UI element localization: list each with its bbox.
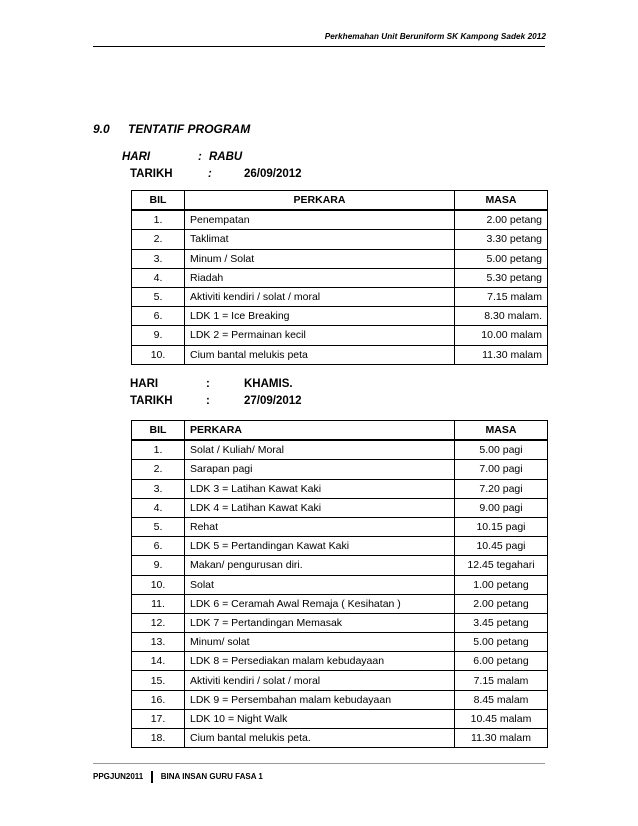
cell-perkara: Rehat (185, 518, 455, 537)
cell-bil: 11. (131, 595, 185, 614)
cell-perkara: LDK 8 = Persediakan malam kebudayaan (185, 652, 455, 671)
cell-bil: 9. (131, 326, 185, 345)
col-header-perkara: PERKARA (185, 420, 455, 440)
table-row (131, 460, 548, 479)
cell-perkara: Aktiviti kendiri / solat / moral (185, 288, 455, 307)
table-row (131, 518, 548, 537)
day2-schedule-table (131, 420, 548, 748)
cell-masa: 5.30 petang (455, 269, 548, 288)
cell-perkara: Solat (185, 576, 455, 595)
cell-perkara: Minum / Solat (185, 250, 455, 269)
cell-masa: 2.00 petang (455, 595, 548, 614)
day1-schedule-table (131, 190, 548, 365)
table-row (131, 326, 548, 345)
header-divider (93, 46, 545, 47)
cell-bil: 15. (131, 671, 185, 690)
cell-masa: 10.45 malam (455, 710, 548, 729)
day2-hari-label: HARI (130, 378, 159, 390)
cell-perkara: Riadah (185, 269, 455, 288)
cell-bil: 4. (131, 499, 185, 518)
col-header-bil: BIL (131, 420, 185, 440)
running-footer (93, 771, 263, 783)
cell-bil: 17. (131, 710, 185, 729)
cell-bil: 2. (131, 230, 185, 249)
cell-masa: 7.15 malam (455, 288, 548, 307)
cell-bil: 12. (131, 614, 185, 633)
cell-masa: 7.00 pagi (455, 460, 548, 479)
col-header-perkara: PERKARA (185, 190, 455, 210)
cell-masa: 10.00 malam (455, 326, 548, 345)
cell-perkara: LDK 6 = Ceramah Awal Remaja ( Kesihatan ) (185, 595, 455, 614)
table-row (131, 210, 548, 230)
cell-masa: 12.45 tegahari (455, 556, 548, 575)
cell-perkara: Penempatan (185, 210, 455, 230)
table-row (131, 480, 548, 499)
day1-hari-value: RABU (209, 151, 243, 163)
table-row (131, 710, 548, 729)
table-row (131, 230, 548, 249)
cell-bil: 14. (131, 652, 185, 671)
cell-perkara: LDK 10 = Night Walk (185, 710, 455, 729)
day1-hari-label: HARI (122, 151, 151, 163)
footer-left: PPGJUN2011 (93, 772, 144, 782)
section-title: TENTATIF PROGRAM (128, 122, 251, 136)
table-row (131, 671, 548, 690)
cell-bil: 5. (131, 288, 185, 307)
table-row (131, 346, 548, 365)
cell-masa: 11.30 malam (455, 729, 548, 748)
cell-perkara: LDK 4 = Latihan Kawat Kaki (185, 499, 455, 518)
cell-bil: 3. (131, 250, 185, 269)
table-row (131, 556, 548, 575)
cell-bil: 13. (131, 633, 185, 652)
cell-perkara: Solat / Kuliah/ Moral (185, 440, 455, 460)
day1-hari-colon: : (198, 151, 202, 163)
cell-masa: 1.00 petang (455, 576, 548, 595)
table-row (131, 250, 548, 269)
running-header: Perkhemahan Unit Beruniform SK Kampong Sadek 2012 (324, 32, 546, 41)
cell-masa: 2.00 petang (455, 210, 548, 230)
cell-masa: 11.30 malam (455, 346, 548, 365)
col-header-masa: MASA (455, 420, 548, 440)
cell-masa: 7.20 pagi (455, 480, 548, 499)
cell-bil: 6. (131, 307, 185, 326)
table-row (131, 288, 548, 307)
table-row (131, 633, 548, 652)
cell-perkara: Cium bantal melukis peta (185, 346, 455, 365)
cell-masa: 9.00 pagi (455, 499, 548, 518)
cell-perkara: LDK 9 = Persembahan malam kebudayaan (185, 691, 455, 710)
day2-hari-value: KHAMIS. (244, 378, 293, 390)
cell-perkara: LDK 7 = Pertandingan Memasak (185, 614, 455, 633)
table-row (131, 269, 548, 288)
cell-perkara: Sarapan pagi (185, 460, 455, 479)
cell-perkara: LDK 5 = Pertandingan Kawat Kaki (185, 537, 455, 556)
table-row (131, 595, 548, 614)
cell-masa: 6.00 petang (455, 652, 548, 671)
cell-masa: 3.30 petang (455, 230, 548, 249)
cell-bil: 1. (131, 210, 185, 230)
table-header-row (131, 190, 548, 210)
cell-masa: 5.00 petang (455, 250, 548, 269)
cell-bil: 10. (131, 346, 185, 365)
cell-bil: 16. (131, 691, 185, 710)
cell-bil: 10. (131, 576, 185, 595)
cell-perkara: Minum/ solat (185, 633, 455, 652)
cell-perkara: Taklimat (185, 230, 455, 249)
cell-bil: 18. (131, 729, 185, 748)
table-row (131, 440, 548, 460)
cell-masa: 10.45 pagi (455, 537, 548, 556)
table-row (131, 691, 548, 710)
footer-separator (151, 771, 153, 783)
cell-masa: 8.30 malam. (455, 307, 548, 326)
table-row (131, 307, 548, 326)
cell-bil: 9. (131, 556, 185, 575)
cell-bil: 6. (131, 537, 185, 556)
day2-hari-colon: : (206, 378, 210, 390)
cell-masa: 5.00 petang (455, 633, 548, 652)
table-row (131, 499, 548, 518)
table-row (131, 614, 548, 633)
cell-masa: 8.45 malam (455, 691, 548, 710)
cell-bil: 1. (131, 440, 185, 460)
col-header-bil: BIL (131, 190, 185, 210)
table-header-row (131, 420, 548, 440)
cell-bil: 3. (131, 480, 185, 499)
day2-tarikh-label: TARIKH (130, 395, 173, 407)
section-number: 9.0 (93, 122, 110, 136)
cell-perkara: Cium bantal melukis peta. (185, 729, 455, 748)
cell-perkara: Makan/ pengurusan diri. (185, 556, 455, 575)
table-row (131, 652, 548, 671)
cell-masa: 7.15 malam (455, 671, 548, 690)
footer-divider (93, 763, 545, 764)
day1-tarikh-label: TARIKH (130, 168, 173, 180)
cell-bil: 2. (131, 460, 185, 479)
cell-masa: 5.00 pagi (455, 440, 548, 460)
cell-masa: 3.45 petang (455, 614, 548, 633)
table-row (131, 576, 548, 595)
cell-bil: 4. (131, 269, 185, 288)
col-header-masa: MASA (455, 190, 548, 210)
footer-right: BINA INSAN GURU FASA 1 (160, 772, 263, 782)
cell-perkara: LDK 2 = Permainan kecil (185, 326, 455, 345)
day2-tarikh-colon: : (206, 395, 210, 407)
cell-perkara: Aktiviti kendiri / solat / moral (185, 671, 455, 690)
cell-perkara: LDK 3 = Latihan Kawat Kaki (185, 480, 455, 499)
table-row (131, 729, 548, 748)
day2-tarikh-value: 27/09/2012 (244, 395, 302, 407)
cell-masa: 10.15 pagi (455, 518, 548, 537)
cell-perkara: LDK 1 = Ice Breaking (185, 307, 455, 326)
day1-tarikh-value: 26/09/2012 (244, 168, 302, 180)
table-row (131, 537, 548, 556)
day1-tarikh-colon: : (208, 168, 212, 180)
cell-bil: 5. (131, 518, 185, 537)
